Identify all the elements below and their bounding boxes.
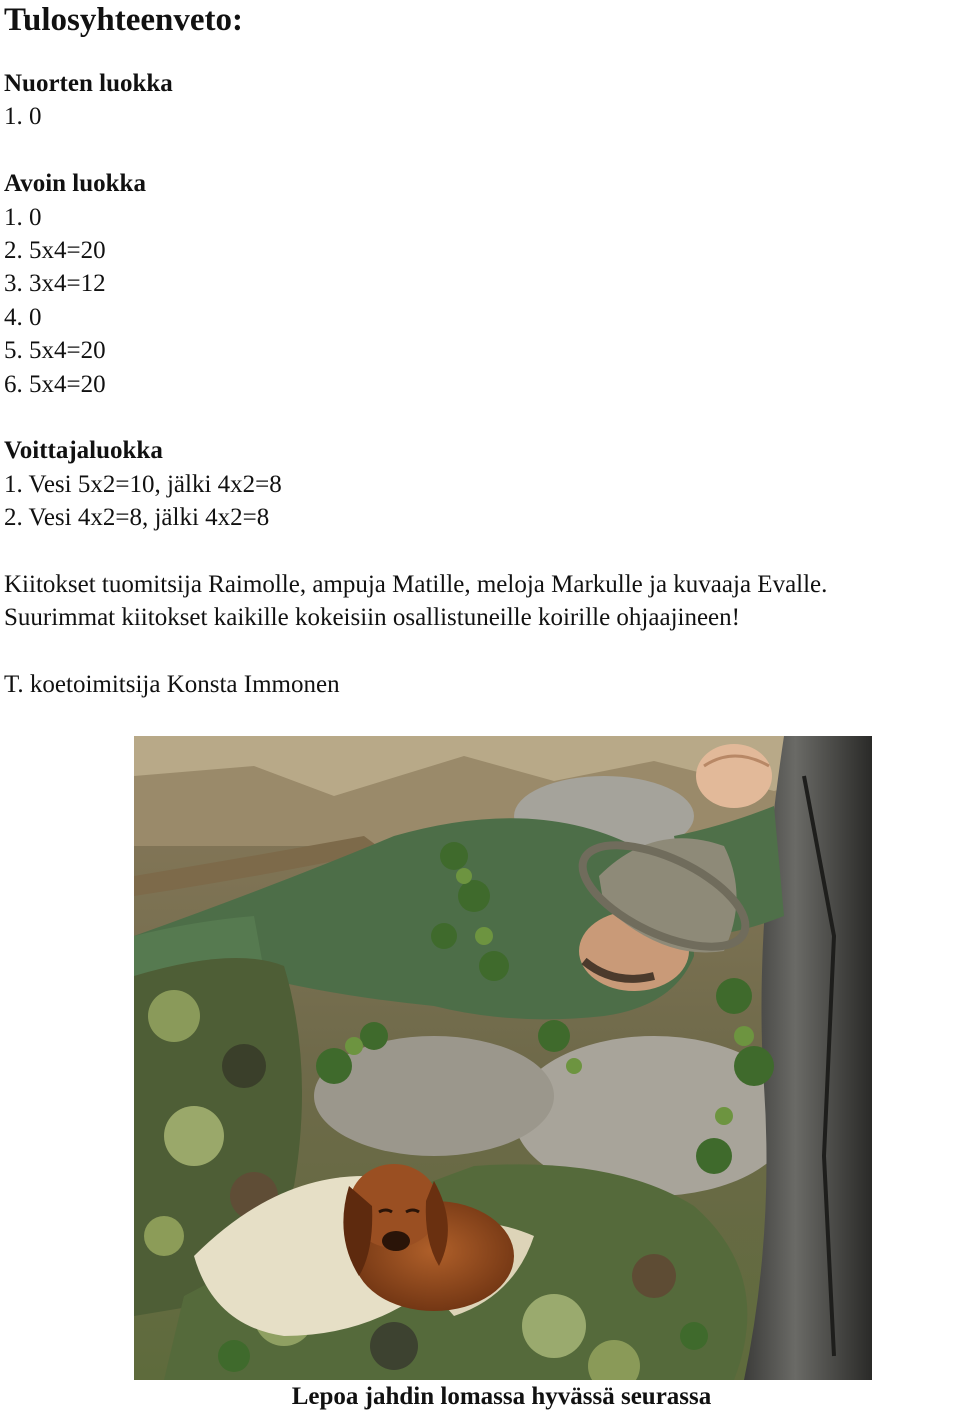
result-line: 1. 0 [4, 103, 42, 131]
thanks-line: Kiitokset tuomitsija Raimolle, ampuja Matille, meloja Markulle ja kuvaaja Evalle. [4, 571, 828, 599]
result-line: 2. 5x4=20 [4, 237, 106, 265]
result-line: 5. 5x4=20 [4, 337, 106, 365]
result-line: 2. Vesi 4x2=8, jälki 4x2=8 [4, 504, 270, 532]
section-heading: Nuorten luokka [4, 70, 173, 97]
results-summary [4, 67, 960, 702]
result-line: 6. 5x4=20 [4, 370, 106, 398]
result-line: 1. 0 [4, 203, 42, 231]
thanks-paragraph [4, 568, 960, 635]
thanks-line: Suurimmat kiitokset kaikille kokeisiin osallistuneille koirille ohjaajineen! [4, 604, 740, 632]
result-line: 1. Vesi 5x2=10, jälki 4x2=8 [4, 470, 282, 498]
section-avoin-luokka [4, 167, 960, 401]
section-nuorten-luokka [4, 67, 960, 134]
signature: T. koetoimitsija Konsta Immonen [4, 671, 340, 699]
photo-resting-hunter-with-dog [134, 736, 872, 1380]
result-line: 4. 0 [4, 303, 42, 331]
result-line: 3. 3x4=12 [4, 270, 106, 298]
photo-caption: Lepoa jahdin lomassa hyvässä seurassa [291, 1383, 712, 1410]
section-voittajaluokka [4, 434, 960, 534]
page-title: Tulosyhteenveto: [4, 2, 243, 38]
section-heading: Voittajaluokka [4, 437, 163, 465]
section-heading: Avoin luokka [4, 170, 146, 198]
